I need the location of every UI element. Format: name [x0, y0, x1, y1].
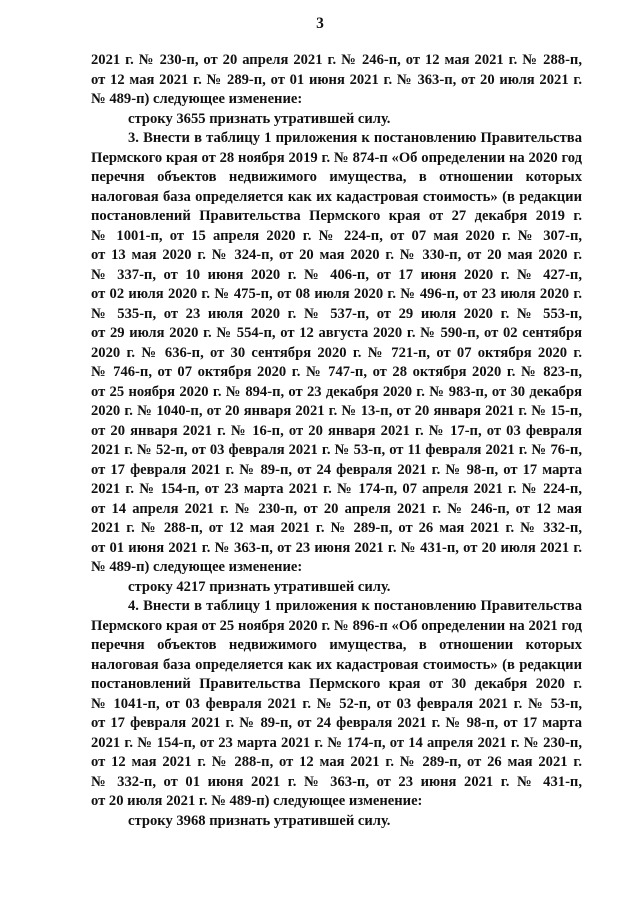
- text-line: № 337-п, от 10 июня 2020 г. № 406-п, от 17 июня 2020 г. № 427-п,: [91, 266, 582, 283]
- text-line: постановлений Правительства Пермского края от 30 декабря 2020 г.: [91, 676, 582, 692]
- text-line: № 746-п, от 07 октября 2020 г. № 747-п, от 28 октября 2020 г. № 823-п,: [91, 364, 582, 380]
- text-line: строку 3968 признать утратившей силу.: [128, 812, 391, 829]
- text-line: 2021 г. № 230-п, от 20 апреля 2021 г. № 246-п, от 12 мая 2021 г. № 288-п,: [91, 52, 582, 68]
- text-line: от 29 июля 2020 г. № 554-п, от 12 августа 2020 г. № 590-п, от 02 сентября: [91, 325, 582, 341]
- text-line: налоговая база определяется как их кадастровая стоимость» (в редакции: [91, 188, 582, 205]
- text-line: от 02 июля 2020 г. № 475-п, от 08 июля 2020 г. № 496-п, от 23 июля 2020 г.: [91, 286, 582, 302]
- text-line: № 332-п, от 01 июня 2021 г. № 363-п, от 23 июня 2021 г. № 431-п,: [91, 773, 582, 790]
- text-line: от 12 мая 2021 г. № 289-п, от 01 июня 2021 г. № 363-п, от 20 июля 2021 г.: [91, 71, 582, 88]
- text-line: налоговая база определяется как их кадастровая стоимость» (в редакции: [91, 656, 582, 673]
- text-line: Пермского края от 28 ноября 2019 г. № 874-п «Об определении на 2020 год: [91, 149, 582, 166]
- text-line: постановлений Правительства Пермского края от 27 декабря 2019 г.: [91, 208, 582, 224]
- text-line: строку 4217 признать утратившей силу.: [128, 578, 391, 595]
- text-line: от 13 мая 2020 г. № 324-п, от 20 мая 2020 г. № 330-п, от 20 мая 2020 г.: [91, 247, 582, 263]
- text-line: № 489-п) следующее изменение:: [91, 559, 303, 575]
- text-line: от 20 июля 2021 г. № 489-п) следующее изменение:: [91, 793, 423, 809]
- text-line: перечня объектов недвижимого имущества, в отношении которых: [91, 637, 582, 653]
- text-line: № 1041-п, от 03 февраля 2021 г. № 52-п, от 03 февраля 2021 г. № 53-п,: [91, 695, 582, 712]
- text-line: № 535-п, от 23 июля 2020 г. № 537-п, от 29 июля 2020 г. № 553-п,: [91, 305, 582, 322]
- text-line: от 12 мая 2021 г. № 288-п, от 12 мая 2021 г. № 289-п, от 26 мая 2021 г.: [91, 754, 582, 770]
- text-line: от 17 февраля 2021 г. № 89-п, от 24 февраля 2021 г. № 98-п, от 17 марта: [91, 461, 582, 478]
- text-line: от 20 января 2021 г. № 16-п, от 20 января 2021 г. № 17-п, от 03 февраля: [91, 422, 582, 439]
- text-line: № 1001-п, от 15 апреля 2020 г. № 224-п, от 07 мая 2020 г. № 307-п,: [91, 227, 582, 244]
- text-line: 2021 г. № 154-п, от 23 марта 2021 г. № 174-п, 07 апреля 2021 г. № 224-п,: [91, 481, 582, 497]
- text-line: 2021 г. № 154-п, от 23 марта 2021 г. № 174-п, от 14 апреля 2021 г. № 230-п,: [91, 734, 582, 751]
- text-line: 2020 г. № 1040-п, от 20 января 2021 г. № 13-п, от 20 января 2021 г. № 15-п,: [91, 403, 582, 419]
- text-line: 2021 г. № 288-п, от 12 мая 2021 г. № 289-п, от 26 мая 2021 г. № 332-п,: [91, 520, 582, 536]
- text-line: 2020 г. № 636-п, от 30 сентября 2020 г. № 721-п, от 07 октября 2020 г.: [91, 344, 582, 361]
- text-line: 2021 г. № 52-п, от 03 февраля 2021 г. № 53-п, от 11 февраля 2021 г. № 76-п,: [91, 442, 582, 458]
- text-line: от 25 ноября 2020 г. № 894-п, от 23 декабря 2020 г. № 983-п, от 30 декабря: [91, 383, 582, 400]
- text-line: перечня объектов недвижимого имущества, в отношении которых: [91, 169, 582, 185]
- page-number: 3: [316, 15, 324, 32]
- text-line: Пермского края от 25 ноября 2020 г. № 896-п «Об определении на 2021 год: [91, 617, 582, 634]
- text-line: от 01 июня 2021 г. № 363-п, от 23 июня 2021 г. № 431-п, от 20 июля 2021 г.: [91, 539, 582, 556]
- text-line: строку 3655 признать утратившей силу.: [128, 110, 391, 127]
- text-line: 4. Внести в таблицу 1 приложения к постановлению Правительства: [128, 598, 582, 614]
- text-line: от 17 февраля 2021 г. № 89-п, от 24 февраля 2021 г. № 98-п, от 17 марта: [91, 715, 582, 731]
- text-line: № 489-п) следующее изменение:: [91, 91, 303, 107]
- document-body: [91, 51, 582, 831]
- text-line: от 14 апреля 2021 г. № 230-п, от 20 апреля 2021 г. № 246-п, от 12 мая: [91, 500, 582, 517]
- text-line: 3. Внести в таблицу 1 приложения к постановлению Правительства: [128, 130, 582, 146]
